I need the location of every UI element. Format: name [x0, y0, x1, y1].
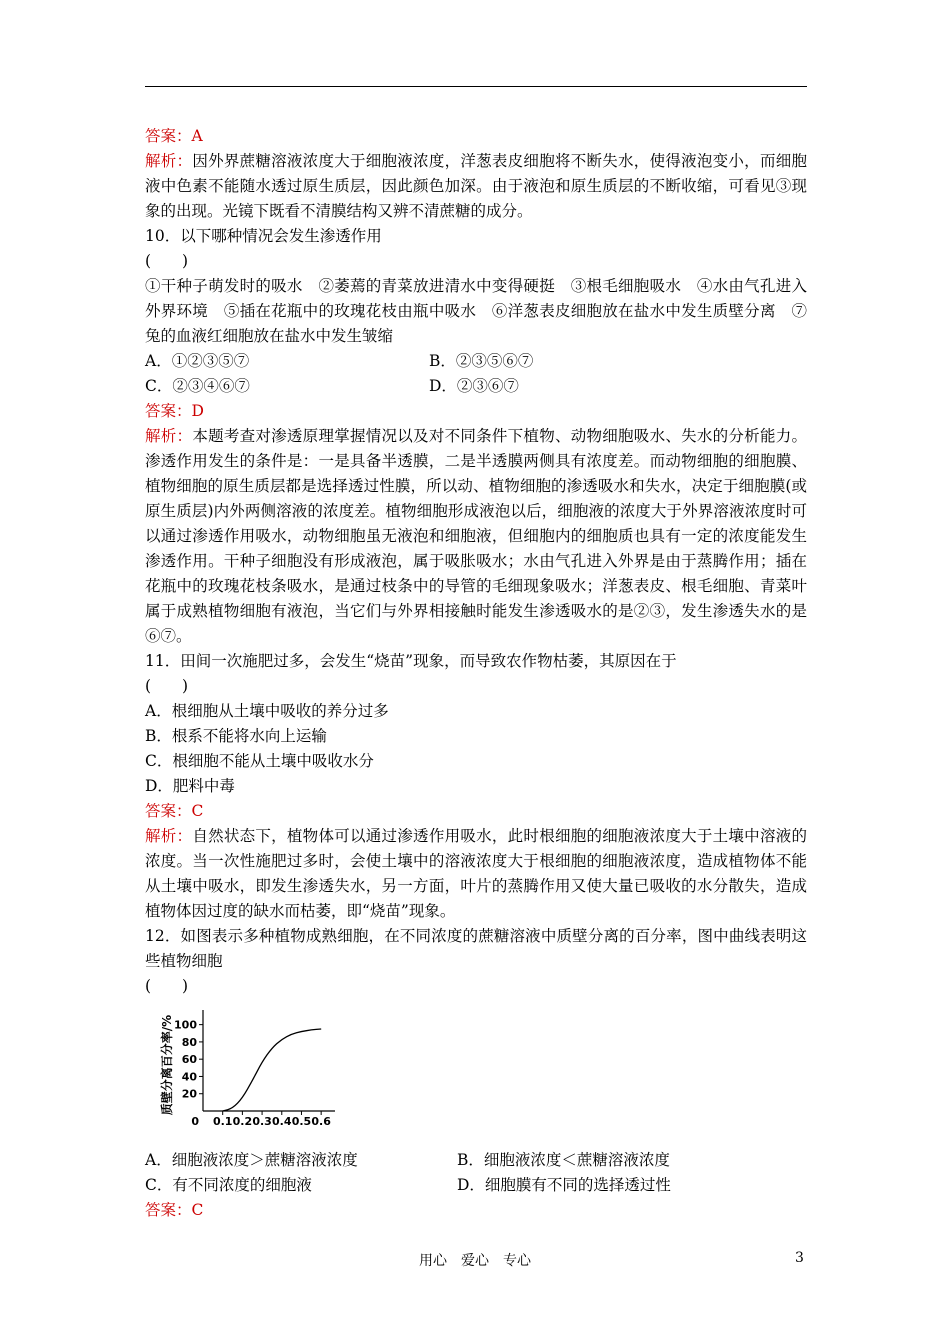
plasmolysis-chart — [153, 1001, 353, 1136]
q10-options-row-1 — [145, 349, 807, 374]
answer-label: 答案： — [145, 127, 192, 145]
option-d: D．肥料中毒 — [145, 777, 235, 795]
q9-analysis — [145, 149, 807, 224]
y-tick-label: 100 — [174, 1018, 197, 1032]
option-c: C．根细胞不能从土壤中吸收水分 — [145, 752, 374, 770]
chart-axes — [203, 1010, 335, 1111]
chart-lines — [223, 1029, 322, 1111]
page-number: 3 — [795, 1250, 804, 1266]
q11-analysis — [145, 824, 807, 924]
analysis-text: 自然状态下，植物体可以通过渗透作用吸水，此时根细胞的细胞液浓度大于土壤中溶液的浓度。当一次性施肥过多时，会使土壤中的溶液浓度大于根细胞的细胞液浓度，造成植物体不能从土壤中吸水，即发生渗透失水，另一方面，叶片的蒸腾作用又使大量已吸收的水分散失，造成植物体因过度的缺水而枯萎，即“烧苗”现象。 — [145, 827, 807, 920]
q10-options-row-2 — [145, 374, 807, 399]
answer-label: 答案： — [145, 802, 192, 820]
option-d: D．细胞膜有不同的选择透过性 — [457, 1176, 671, 1194]
x-tick-label: 0.4 — [272, 1115, 292, 1128]
y-axis-label: 质壁分离百分率/% — [160, 1014, 174, 1116]
option-c: C．②③④⑥⑦ — [145, 377, 250, 395]
q9-answer — [145, 124, 807, 149]
q11-stem: 11．田间一次施肥过多，会发生“烧苗”现象，而导致农作物枯萎，其原因在于 — [145, 652, 677, 670]
q12-answer — [145, 1198, 807, 1223]
option-b: B．根系不能将水向上运输 — [145, 727, 327, 745]
x-tick-label: 0.3 — [252, 1115, 272, 1128]
q12-options-row-2 — [145, 1173, 807, 1198]
analysis-label: 解析： — [145, 827, 193, 845]
q12-stem: 12．如图表示多种植物成熟细胞，在不同浓度的蔗糖溶液中质壁分离的百分率，图中曲线表明这些植物细胞 — [145, 927, 807, 970]
x-tick-label: 0.5 — [291, 1115, 312, 1128]
answer-value: A — [191, 127, 203, 145]
option-a: A．根细胞从土壤中吸收的养分过多 — [145, 702, 389, 720]
page-footer: 用心 爱心 专心 — [419, 1253, 531, 1269]
q12-blank: ( ) — [145, 977, 189, 995]
chart-svg — [153, 1001, 353, 1136]
y-tick-label: 20 — [181, 1087, 197, 1101]
q10-analysis — [145, 424, 807, 649]
q10-stem: 10．以下哪种情况会发生渗透作用 — [145, 227, 382, 245]
header-rule — [145, 86, 807, 87]
analysis-label: 解析： — [145, 427, 193, 445]
x-tick-label: 0.6 — [311, 1115, 331, 1128]
q11-answer — [145, 799, 807, 824]
y-tick-label: 80 — [181, 1035, 197, 1049]
q10-answer — [145, 399, 807, 424]
option-a: A．①②③⑤⑦ — [145, 352, 250, 370]
q11-blank: ( ) — [145, 677, 189, 695]
q12-options-row-1 — [145, 1148, 807, 1173]
option-b: B．细胞液浓度＜蔗糖溶液浓度 — [457, 1151, 670, 1169]
option-d: D．②③⑥⑦ — [429, 377, 519, 395]
option-c: C．有不同浓度的细胞液 — [145, 1176, 312, 1194]
answer-label: 答案： — [145, 402, 192, 420]
analysis-label: 解析： — [145, 152, 193, 170]
analysis-text: 本题考查对渗透原理掌握情况以及对不同条件下植物、动物细胞吸水、失水的分析能力。渗透作用发生的条件是：一是具备半透膜，二是半透膜两侧具有浓度差。而动物细胞的细胞膜、植物细胞的原生质层都是选择透过性膜，所以动、植物细胞的渗透吸水和失水，决定于细胞膜(或原生质层)内外两侧溶液的浓度差。植物细胞形成液泡以后，细胞液的浓度大于外界溶液浓度时可以通过渗透作用吸水，动物细胞虽无液泡和细胞液，但细胞内的细胞质也具有一定的浓度能发生渗透作用。干种子细胞没有形成液泡，属于吸胀吸水；水由气孔进入外界是由于蒸腾作用；插在花瓶中的玫瑰花枝条吸水，是通过枝条中的导管的毛细现象吸水；洋葱表皮、根毛细胞、青菜叶属于成熟植物细胞有液泡，当它们与外界相接触时能发生渗透吸水的是②③，发生渗透失水的是⑥⑦。 — [145, 427, 807, 645]
option-b: B．②③⑤⑥⑦ — [429, 352, 534, 370]
answer-label: 答案： — [145, 1201, 192, 1219]
x-tick-label: 0.2 — [232, 1115, 253, 1128]
q10-items: ①干种子萌发时的吸水 ②萎蔫的青菜放进清水中变得硬挺 ③根毛细胞吸水 ④水由气孔进入外界环境 ⑤插在花瓶中的玫瑰花枝由瓶中吸水 ⑥洋葱表皮细胞放在盐水中发生质壁分离 ⑦兔的血液红细胞放在盐水中发生皱缩 — [145, 277, 807, 345]
document-body — [145, 124, 807, 1223]
q10-blank: ( ) — [145, 252, 189, 270]
answer-value: C — [191, 1201, 204, 1219]
analysis-text: 因外界蔗糖溶液浓度大于细胞液浓度，洋葱表皮细胞将不断失水，使得液泡变小，而细胞液中色素不能随水透过原生质层，因此颜色加深。由于液泡和原生质层的不断收缩，可看见③现象的出现。光镜下既看不清膜结构又辨不清蔗糖的成分。 — [145, 152, 807, 220]
origin-label: 0 — [191, 1115, 199, 1128]
answer-value: C — [191, 802, 204, 820]
series-line — [223, 1029, 322, 1111]
y-tick-label: 60 — [181, 1053, 197, 1067]
y-tick-label: 40 — [181, 1070, 197, 1084]
option-a: A．细胞液浓度＞蔗糖溶液浓度 — [145, 1151, 358, 1169]
x-tick-label: 0.1 — [212, 1115, 233, 1128]
answer-value: D — [191, 402, 204, 420]
